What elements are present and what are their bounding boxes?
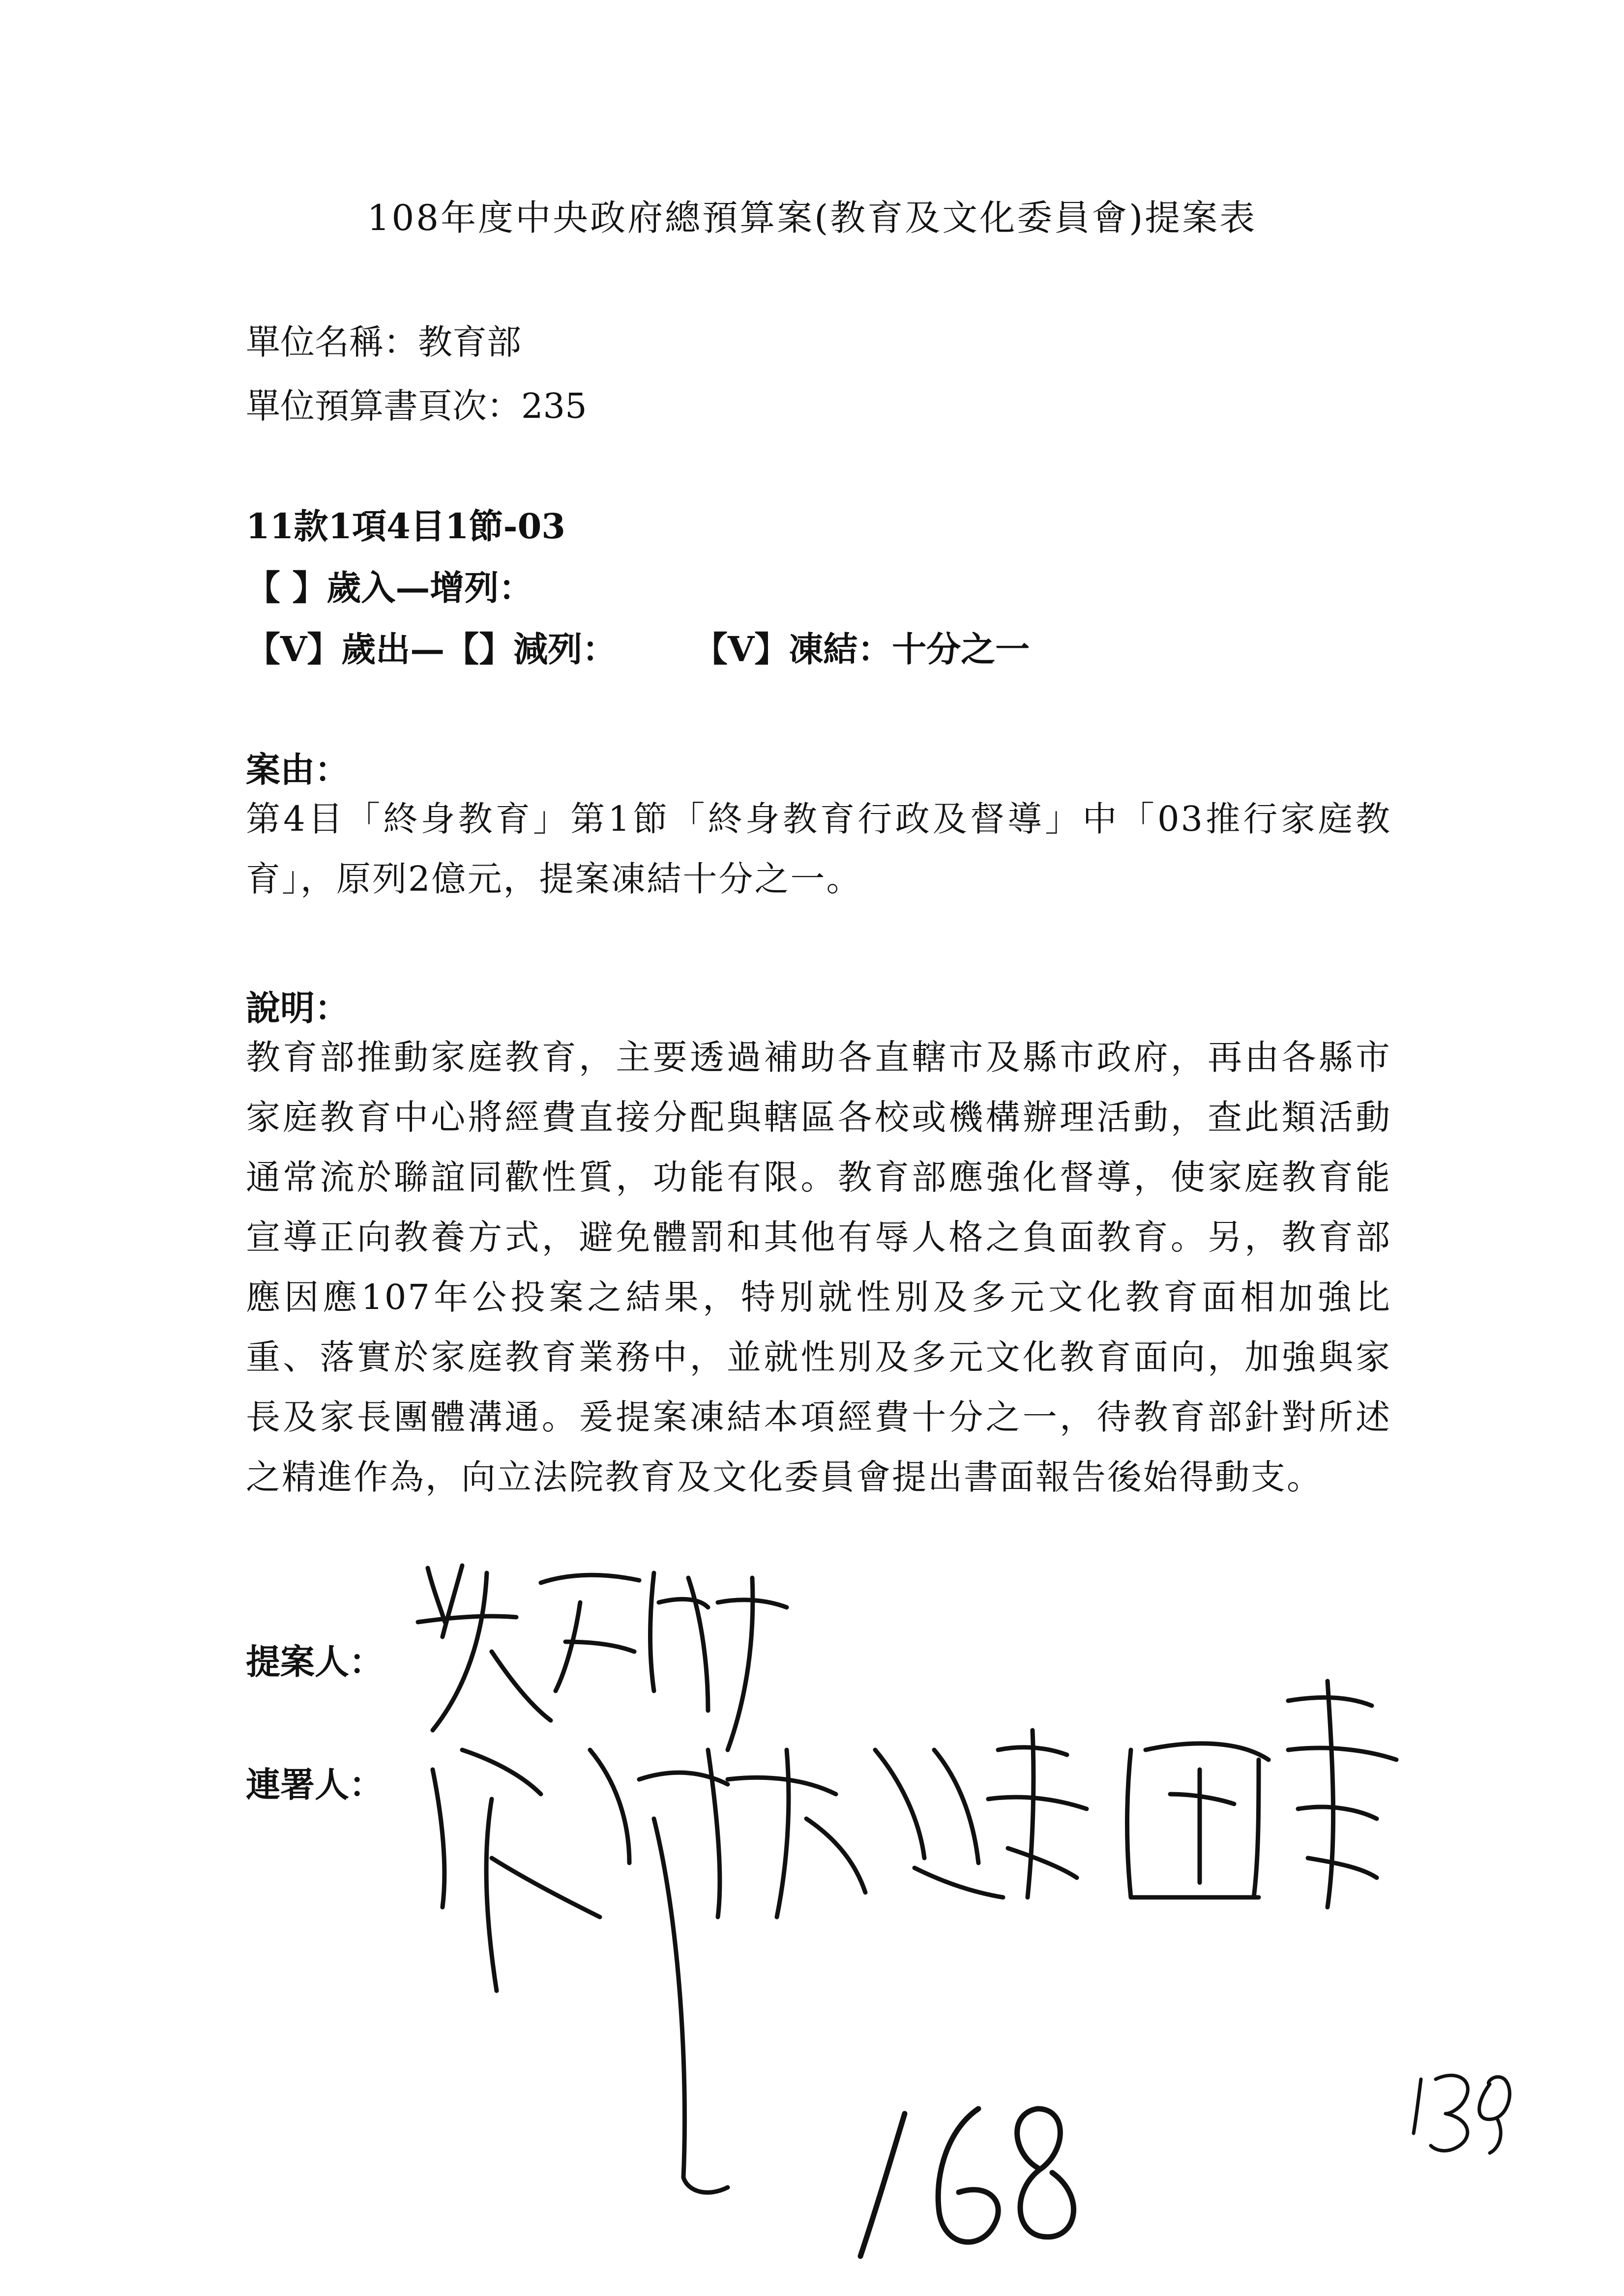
document-title: 108年度中央政府總預算案(教育及文化委員會)提案表 (367, 197, 1257, 238)
unit-name: 單位名稱：教育部 (246, 322, 521, 362)
case-heading: 案由： (246, 749, 349, 790)
proposer-signature (418, 1566, 787, 1750)
section-code: 11款1項4目1節-03 (246, 506, 565, 547)
cosigner-label: 連署人： (246, 1764, 384, 1805)
page-number-168 (860, 2109, 1096, 2256)
explanation-heading: 說明： (246, 988, 349, 1028)
revenue-line: 【 】歲入—增列： (246, 567, 533, 608)
expenditure-line: 【V】歲出—【】減列： (246, 629, 617, 669)
cosigner-signature-2 (988, 1681, 1396, 1907)
budget-page-reference: 單位預算書頁次：235 (246, 386, 587, 426)
page-number-183 (1411, 2069, 1519, 2158)
freeze-line: 【V】凍結：十分之一 (693, 629, 1030, 669)
explanation-text: 教育部推動家庭教育，主要透過補助各直轄市及縣市政府，再由各縣市家庭教育中心將經費直接分配與轄區各校或機構辦理活動，查此類活動通常流於聯誼同歡性質，功能有限。教育部應強化督導，使家庭教育能宣導正向教養方式，避免體罰和其他有辱人格之負面教育。另，教育部應因應107年公投案之結果，特別就性別及多元文化教育面相加強比重、落實於家庭教育業務中，並就性別及多元文化教育面向，加強與家長及家長團體溝通。爰提案凍結本項經費十分之一，待教育部針對所述之精進作為，向立法院教育及文化委員會提出書面報告後始得動支。 (246, 1037, 1391, 1497)
case-text: 第4目「終身教育」第1節「終身教育行政及督導」中「03推行家庭教育」，原列2億元，提案凍結十分之一。 (246, 799, 1391, 899)
proposer-label: 提案人： (246, 1641, 384, 1682)
